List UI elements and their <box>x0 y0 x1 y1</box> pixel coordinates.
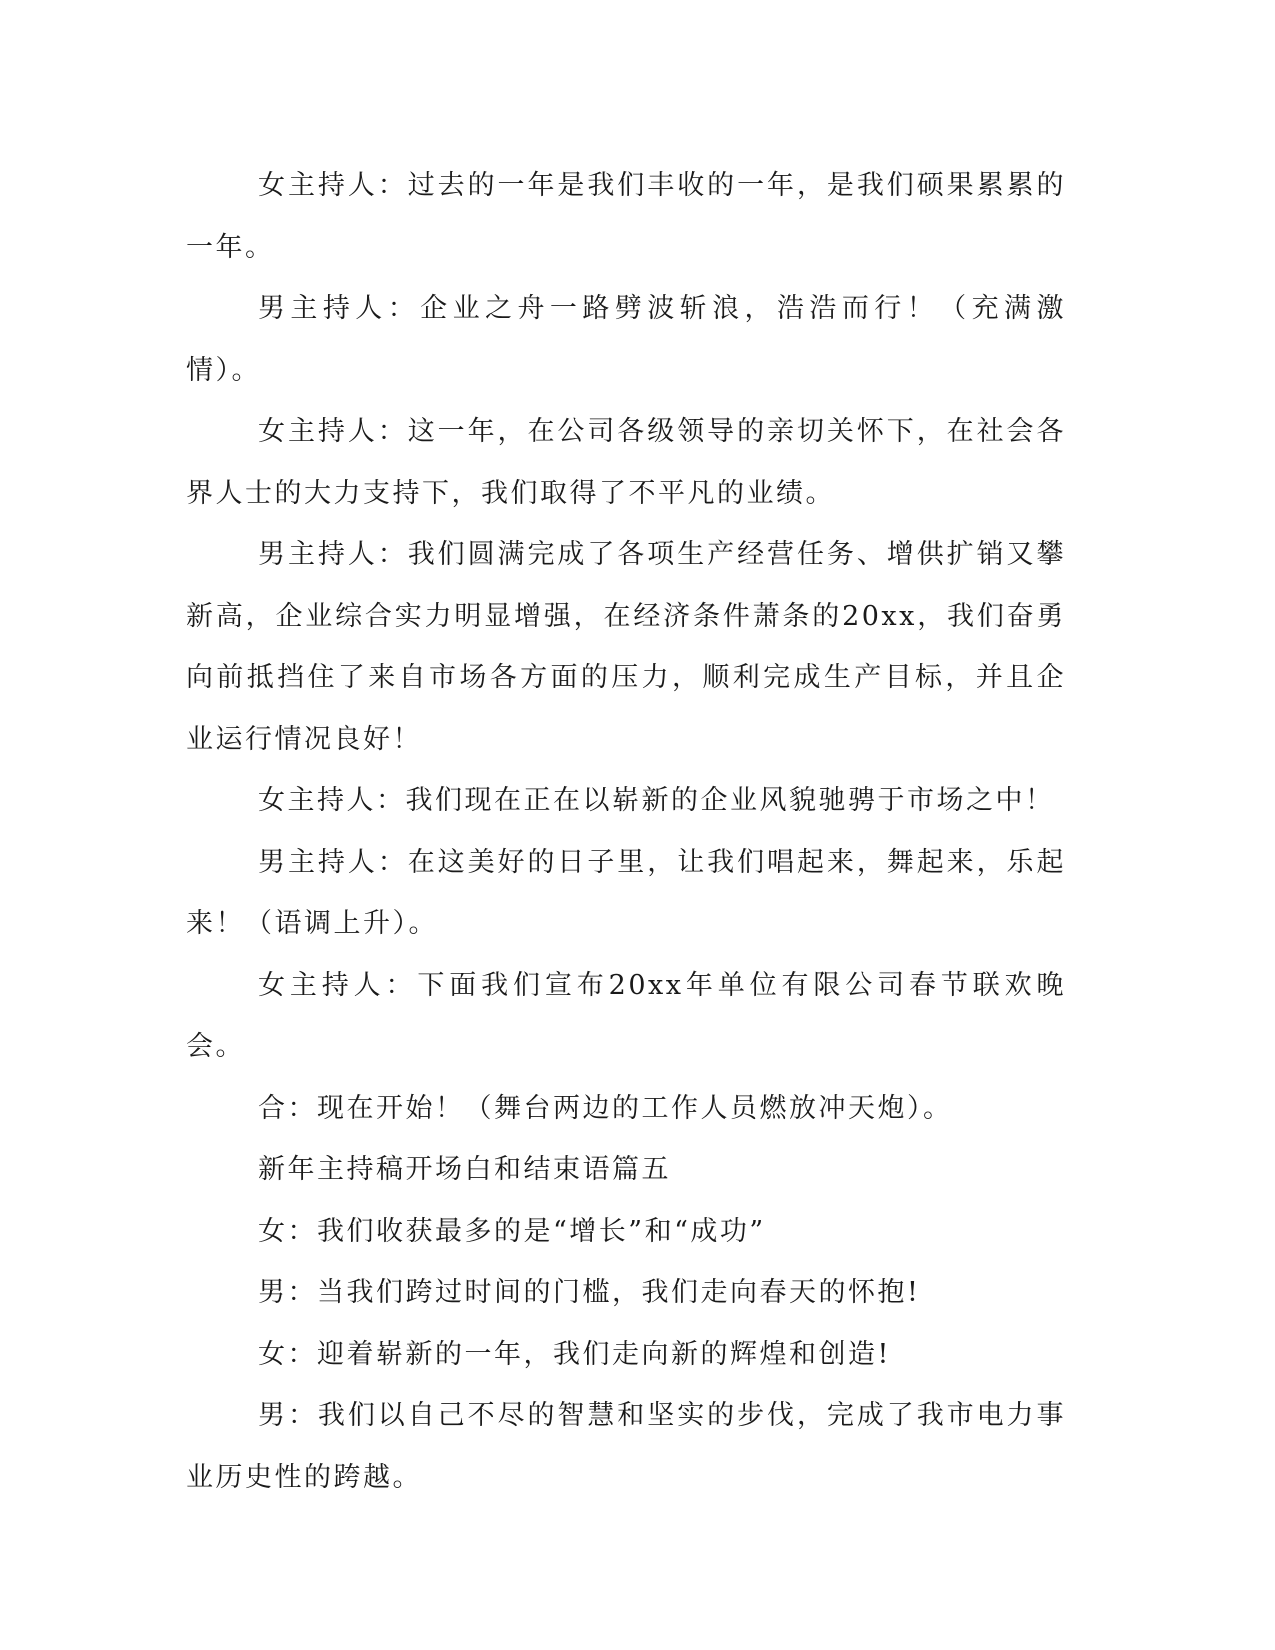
paragraph-3: 女主持人：这一年，在公司各级领导的亲切关怀下，在社会各界人士的大力支持下，我们取得了不平凡的业绩。 <box>186 416 1066 509</box>
paragraph-6: 男主持人：在这美好的日子里，让我们唱起来，舞起来，乐起来！（语调上升）。 <box>186 846 1066 939</box>
document-body <box>186 155 1066 1508</box>
section-heading: 新年主持稿开场白和结束语篇五 <box>258 1154 671 1185</box>
paragraph-13: 男：我们以自己不尽的智慧和坚实的步伐，完成了我市电力事业历史性的跨越。 <box>186 1400 1066 1493</box>
paragraph-11: 男：当我们跨过时间的门槛，我们走向春天的怀抱! <box>258 1277 921 1308</box>
paragraph-12: 女：迎着崭新的一年，我们走向新的辉煌和创造! <box>258 1338 891 1370</box>
paragraph-8: 合：现在开始！（舞台两边的工作人员燃放冲天炮）。 <box>258 1092 953 1124</box>
paragraph-7: 女主持人：下面我们宣布20xx年单位有限公司春节联欢晚会。 <box>186 969 1066 1062</box>
paragraph-1: 女主持人：过去的一年是我们丰收的一年，是我们硕果累累的一年。 <box>186 170 1066 263</box>
paragraph-2: 男主持人：企业之舟一路劈波斩浪，浩浩而行！（充满激情）。 <box>186 293 1066 386</box>
paragraph-5: 女主持人：我们现在正在以崭新的企业风貌驰骋于市场之中！ <box>258 785 1055 816</box>
paragraph-4: 男主持人：我们圆满完成了各项生产经营任务、增供扩销又攀新高，企业综合实力明显增强，在经济条件萧条的20xx，我们奋勇向前抵挡住了来自市场各方面的压力，顺利完成生产目标，并且企业运行情况良好！ <box>186 539 1066 755</box>
paragraph-10: 女：我们收获最多的是“增长”和“成功” <box>258 1215 766 1247</box>
